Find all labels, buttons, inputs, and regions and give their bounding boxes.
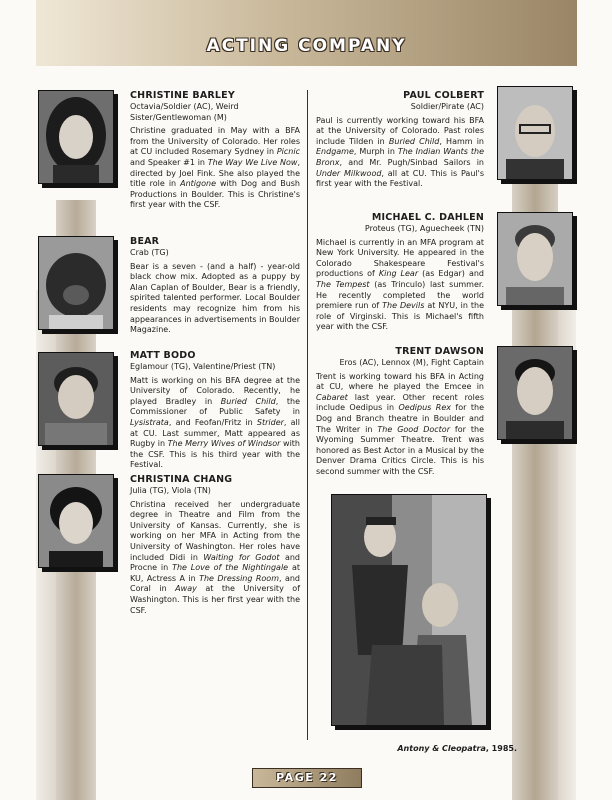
page-title: ACTING COMPANY <box>206 36 407 56</box>
headshot-christina-chang <box>38 474 114 568</box>
member-entry <box>316 90 484 190</box>
production-photo-antony-cleopatra <box>331 494 487 726</box>
member-role: Proteus (TG), Aguecheek (TN) <box>364 224 484 233</box>
photo-caption: Antony & Cleopatra, 1985. <box>397 744 517 753</box>
member-entry <box>130 350 300 471</box>
headshot-trent-dawson <box>497 346 573 440</box>
page-number-badge <box>252 768 362 788</box>
headshot-christine-barley <box>38 90 114 184</box>
member-name: MICHAEL C. DAHLEN <box>371 212 484 223</box>
header-banner <box>36 0 577 66</box>
member-bio: Trent is working toward his BFA in Acting at CU, where he played the Emcee in Cabaret last year. Other recent roles include Oedipus in Oedipus Rex for the Dog and Branch theatre in Boulder and The Writer in The Good Doctor for the Wyoming Summer Theatre. Trent was honored as Best Actor in a Musical by the Denver Drama Critics Circle. This is his second summer with the CSF. <box>316 371 484 476</box>
headshot-paul-colbert <box>497 86 573 180</box>
member-bio: Christine graduated in May with a BFA from the University of Colorado. Her roles at CU included Rosemary Sydney in Picnic and Speaker #1 in The Way We Live Now, directed by Joel Fink. She also played the title role in Antigone with Dog and Bush Productions in Boulder. This is Christine's first year with the CSF. <box>130 126 300 210</box>
headshot-matt-bodo <box>38 352 114 446</box>
member-entry <box>130 474 300 616</box>
member-role: Eros (AC), Lennox (M), Fight Captain <box>339 358 484 367</box>
member-role: Julia (TG), Viola (TN) <box>130 486 211 495</box>
member-entry <box>130 236 300 336</box>
member-name: CHRISTINE BARLEY <box>130 90 235 101</box>
headshot-michael-dahlen <box>497 212 573 306</box>
column-divider <box>307 90 308 740</box>
member-entry <box>130 90 300 211</box>
member-bio: Bear is a seven - (and a half) - year-old black chow mix. Adopted as a puppy by Alan Caplan of Boulder, Bear is a friendly, spirited talented performer. Local Boulder residents may recognize him from his appearances in advertisements in Boulder Magazine. <box>130 261 300 335</box>
page-number: PAGE 22 <box>276 771 338 784</box>
member-role: Crab (TG) <box>130 248 169 257</box>
member-name: PAUL COLBERT <box>403 90 484 101</box>
member-name: BEAR <box>130 236 160 247</box>
member-role: Eglamour (TG), Valentine/Priest (TN) <box>130 362 276 371</box>
member-name: MATT BODO <box>130 350 196 361</box>
member-bio: Paul is currently working toward his BFA at the University of Colorado. Past roles include Tilden in Buried Child, Hamm in Endgame, Murph in The Indian Wants the Bronx, and Mr. Pugh/Sinbad Sailors in Under Milkwood, all at CU. This is Paul's first year with the Festival. <box>316 115 485 189</box>
member-name: CHRISTINA CHANG <box>130 474 233 485</box>
member-role: Soldier/Pirate (AC) <box>410 102 484 111</box>
member-role: Octavia/Soldier (AC), Weird <box>130 102 239 111</box>
member-name: TRENT DAWSON <box>395 346 484 357</box>
member-role: Sister/Gentlewoman (M) <box>130 112 227 122</box>
member-entry <box>316 212 484 333</box>
member-bio: Matt is working on his BFA degree at the University of Colorado. Recently, he played Bradley in Buried Child, the Commissioner of Public Safety in Lysistrata, and Feofan/Fritz in Strider, all at CU. Last summer, Matt appeared as Rugby in The Merry Wives of Windsor with the CSF. This is his third year with the Festival. <box>130 375 301 470</box>
member-bio: Michael is currently in an MFA program at New York University. He appeared in the Colorado Shakespeare Festival's productions of King Lear (as Edgar) and The Tempest (as Trinculo) last summer. He recently completed the world premiere run of The Devils at NYU, in the role of Virginski. This is Michael's fifth year with the CSF. <box>316 237 485 332</box>
member-entry <box>316 346 484 478</box>
photo-bear-dog <box>38 236 114 330</box>
member-bio: Christina received her undergraduate degree in Theatre and Film from the University of Kansas. Currently, she is working on her MFA in Acting from the University of Washington. Her roles have included Didi in Waiting for Godot and Procne in The Love of the Nightingale at KU, Actress A in The Dressing Room, and Coral in Away at the University of Washington. This is her first year with the CSF. <box>130 499 301 615</box>
